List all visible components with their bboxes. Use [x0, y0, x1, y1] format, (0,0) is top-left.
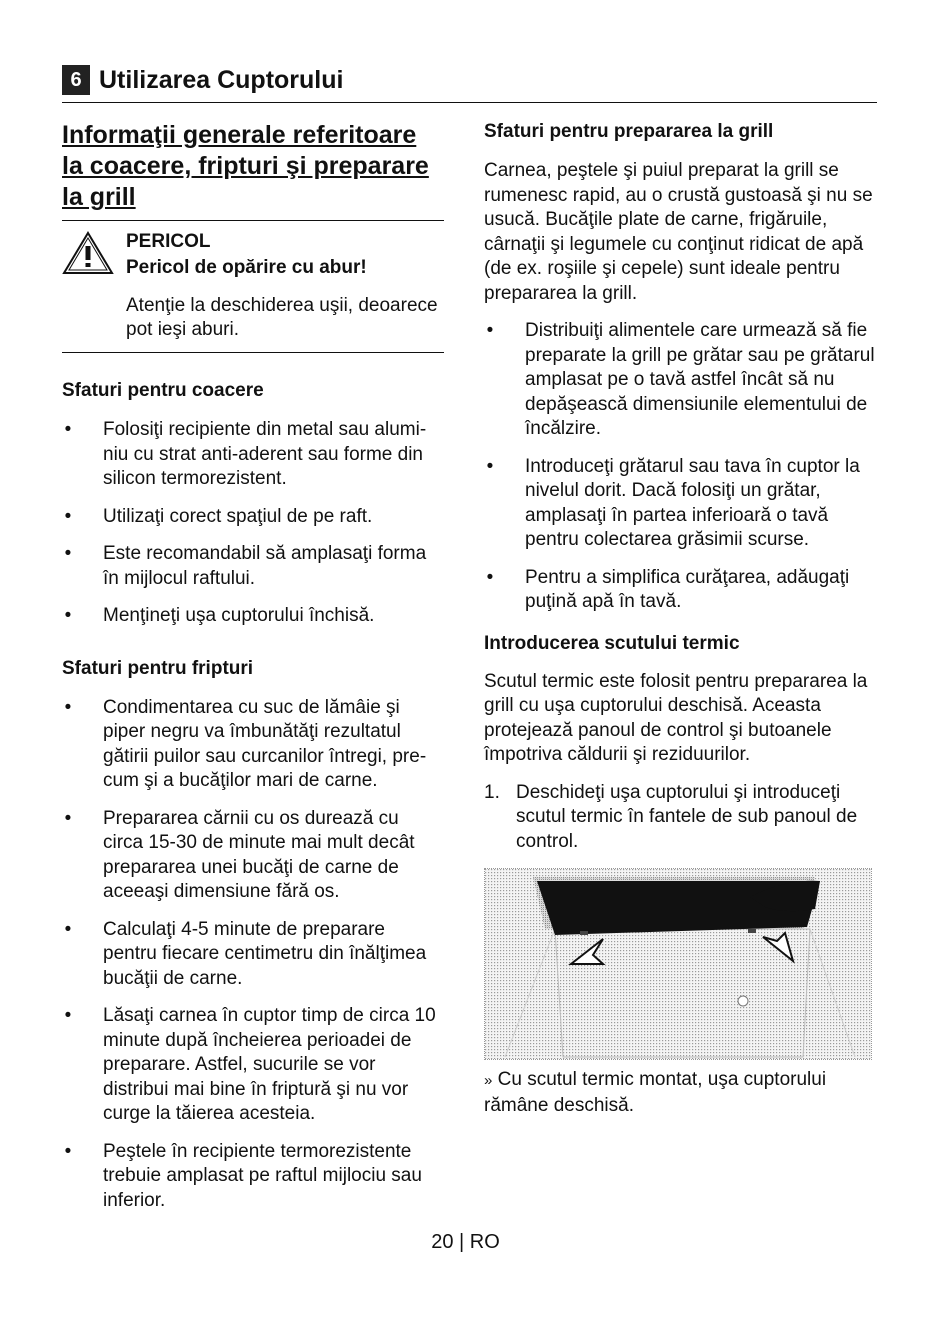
list-item: • Menţineţi uşa cuptorului închisă. [64, 605, 375, 626]
left-column [62, 120, 444, 1213]
list-item: • Distribuiţi alimentele care urmează să fie preparate la grill pe grătar sau pe grătarul amplasat pe o tavă astfel încât să nu depăşească dimensiunile elementului de încălzire. [486, 320, 875, 439]
grill-tips-heading: Sfaturi pentru prepararea la grill [484, 121, 774, 142]
warning-title: Pericol de opărire cu abur! [126, 257, 367, 278]
roast-tips-heading: Sfaturi pentru fripturi [62, 657, 254, 679]
list-item: • Introduceţi grătarul sau tava în cuptor la nivelul dorit. Dacă folosiţi un grătar, amplasaţi în partea inferioară o tavă pentru colectarea grăsimii scurse. [486, 455, 860, 550]
grill-tips-list [484, 319, 879, 615]
page-number: 20 | RO [431, 1231, 500, 1253]
result-note [484, 1068, 879, 1118]
list-item: • Folosiţi recipiente din metal sau aluminiu cu strat anti-aderent sau forme din silicon termorezistent. [64, 419, 427, 489]
step-item: 1. Deschideţi uşa cuptorului şi introduceţi scutul termic în fantele de sub panoul de control. [484, 781, 858, 852]
baking-tips-heading: Sfaturi pentru coacere [62, 380, 264, 401]
section-header [62, 62, 877, 103]
list-item: • Peştele în recipiente termorezistente trebuie amplasat pe raftul mijlociu sau inferior. [64, 1140, 422, 1211]
heat-shield-intro: Scutul termic este folosit pentru prepararea la grill cu uşa cuptorului deschisă. Aceasta protejează panoul de control şi butoanele împotriva căldurii şi reziduurilor. [484, 670, 868, 765]
list-item: • Utilizaţi corect spaţiul de pe raft. [64, 505, 373, 527]
heat-shield-heading: Introducerea scutului termic [484, 632, 740, 654]
list-item: • Este recomandabil să amplasaţi forma în mijlocul raftului. [64, 543, 427, 589]
list-item: • Lăsaţi carnea în cuptor timp de circa 10 minute după încheierea perioadei de preparare. Astfel, sucurile se vor distribui mai bine în friptură şi nu vor curge la tăierea acesteia. [64, 1005, 436, 1124]
result-text: Cu scutul termic montat, uşa cuptorului rămâne deschisă. [484, 1069, 827, 1116]
heat-shield-illustration [484, 868, 872, 1060]
list-item: • Condimentarea cu suc de lămâie şi piper negru va îmbunătăţi rezultatul gătirii puilor sau curcanilor întregi, precum şi a bucăţilor mari de carne. [64, 696, 427, 791]
oven-heat-shield-drawing [485, 869, 871, 1059]
baking-tips-list [62, 418, 444, 629]
heat-shield-steps [484, 781, 879, 855]
section-title: Utilizarea Cuptorului [99, 66, 344, 94]
warning-body: Atenţie la deschiderea uşii, deoarece pot ieşi aburi. [126, 295, 438, 340]
list-item: • Pentru a simplifica curăţarea, adăugaţi puţină apă în tavă. [486, 566, 850, 612]
warning-box [62, 220, 444, 353]
list-item: • Prepararea cărnii cu os durează cu circa 15-30 de minute mai mult decât prepararea unei bucăţi de carne de aceeaşi dimensiune fără os. [64, 807, 415, 902]
roast-tips-list [62, 696, 444, 1214]
right-column [484, 120, 879, 1118]
grill-intro-paragraph: Carnea, peştele şi puiul preparat la grill se rumenesc rapid, au o crustă gustoasă şi nu se usucă. Bucăţile plate de carne, frigăruile, cârnaţii şi legumele cu conţinut ridicat de apă (de ex. roşiile şi cepele) sunt ideale pentru prepararea la grill. [484, 160, 873, 304]
section-number-badge: 6 [62, 65, 90, 95]
warning-label: PERICOL [126, 231, 211, 252]
main-heading: Informaţii generale referitoare la coacere, fripturi şi preparare la grill [62, 121, 429, 211]
result-marker: » [484, 1072, 493, 1089]
warning-triangle-icon [62, 231, 114, 275]
list-item: • Calculaţi 4-5 minute de preparare pentru fiecare centimetru din înălţimea bucăţii de carne. [64, 918, 427, 989]
